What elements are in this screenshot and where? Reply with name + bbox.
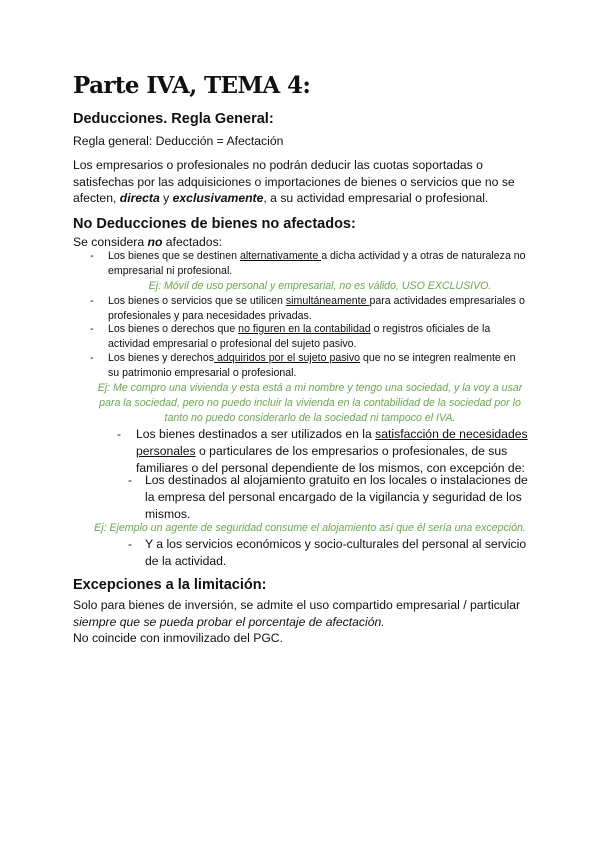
example-1: Ej: Móvil de uso personal y empresarial, no es válido, USO EXCLUSIVO. bbox=[148, 280, 492, 292]
bullet-dash: - bbox=[90, 323, 94, 335]
list-item-2 bbox=[108, 294, 528, 324]
example-2-line-1: Ej: Me compro una vivienda y esta está a mi nombre y tengo una sociedad, y la voy a usar bbox=[97, 382, 523, 394]
list-item-1 bbox=[108, 249, 528, 279]
section-heading-no-deducciones: No Deducciones de bienes no afectados: bbox=[73, 216, 356, 232]
paragraph-line-3 bbox=[73, 190, 488, 207]
paragraph-text: , a su actividad empresarial o profesional. bbox=[263, 191, 489, 205]
item-text: o registros oficiales de la actividad empresarial o profesional del sujeto pasivo. bbox=[108, 323, 491, 350]
bullet-dash: - bbox=[117, 427, 121, 441]
emphasis-no: no bbox=[147, 235, 163, 249]
example-2-line-2: para la sociedad, pero no puedo incluir la vivienda en la contabilidad de la sociedad por lo bbox=[99, 397, 521, 409]
intro-text: afectados: bbox=[162, 235, 223, 249]
paragraph-line-1: Los empresarios o profesionales no podrán deducir las cuotas soportadas o bbox=[73, 158, 483, 172]
paragraph-text: y bbox=[159, 191, 173, 205]
sub-item-1: Los destinados al alojamiento gratuito en los locales o instalaciones de la empresa del personal encargado de la vigilancia y seguridad de los mismos. bbox=[145, 473, 528, 521]
list-item-4 bbox=[108, 351, 528, 381]
rule-text: Regla general: Deducción = Afectación bbox=[73, 134, 284, 148]
section-heading-deducciones: Deducciones. Regla General: bbox=[73, 111, 274, 127]
sub-bullet-dash: - bbox=[128, 473, 132, 487]
bullet-dash: - bbox=[90, 295, 94, 307]
list-item-5 bbox=[136, 426, 531, 477]
item-underlined: alternativamente bbox=[239, 250, 322, 262]
bullet-dash: - bbox=[90, 250, 94, 262]
example-3: Ej: Ejemplo un agente de seguridad consume el alojamiento así que él sería una excepción. bbox=[94, 522, 526, 534]
sub-bullet-dash: - bbox=[128, 537, 132, 551]
exceptions-line-1: Solo para bienes de inversión, se admite el uso compartido empresarial / particular bbox=[73, 598, 521, 612]
item-underlined: satisfacción de necesidades personales bbox=[136, 427, 528, 458]
item-text: Los bienes y derechos bbox=[108, 352, 215, 364]
list-item-3 bbox=[108, 322, 528, 352]
page-title: Parte IVA, TEMA 4: bbox=[73, 72, 311, 99]
emphasis-directa: directa bbox=[119, 191, 160, 205]
item-underlined: no figuren en la contabilidad bbox=[238, 323, 371, 335]
exceptions-line-2: siempre que se pueda probar el porcentaje de afectación. bbox=[73, 615, 385, 629]
item-text: o particulares de los empresarios o profesionales, de sus familiares o del personal dependiente de los mismos, con excepción de: bbox=[136, 444, 525, 475]
sub-item-2: Y a los servicios económicos y socio-culturales del personal al servicio de la actividad. bbox=[145, 537, 527, 568]
exceptions-line-3: No coincide con inmovilizado del PGC. bbox=[73, 631, 283, 645]
item-text: Los bienes destinados a ser utilizados en la bbox=[136, 427, 376, 441]
item-text: para actividades empresariales o profesionales y para necesidades privadas. bbox=[108, 295, 525, 322]
item-text: que no se integren realmente en su patrimonio empresarial o profesional. bbox=[108, 352, 516, 379]
item-text: a dicha actividad y a otras de naturaleza no empresarial ni profesional. bbox=[108, 250, 526, 277]
item-underlined: adquiridos por el sujeto pasivo bbox=[214, 352, 361, 364]
emphasis-exclusivamente: exclusivamente bbox=[172, 191, 264, 205]
item-text: Los bienes que se destinen bbox=[108, 250, 240, 262]
paragraph-text: afecten, bbox=[73, 191, 120, 205]
item-underlined: simultáneamente bbox=[285, 295, 370, 307]
paragraph-line-2: satisfechas por las adquisiciones o importaciones de bienes o servicios que no se bbox=[73, 175, 515, 189]
section-heading-excepciones: Excepciones a la limitación: bbox=[73, 577, 267, 593]
intro-text: Se considera bbox=[73, 235, 148, 249]
item-text: Los bienes o derechos que bbox=[108, 323, 239, 335]
bullet-dash: - bbox=[90, 352, 94, 364]
item-text: Los bienes o servicios que se utilicen bbox=[108, 295, 286, 307]
example-2-line-3: tanto no puedo considerarlo de la sociedad ni tampoco el IVA. bbox=[164, 412, 456, 424]
